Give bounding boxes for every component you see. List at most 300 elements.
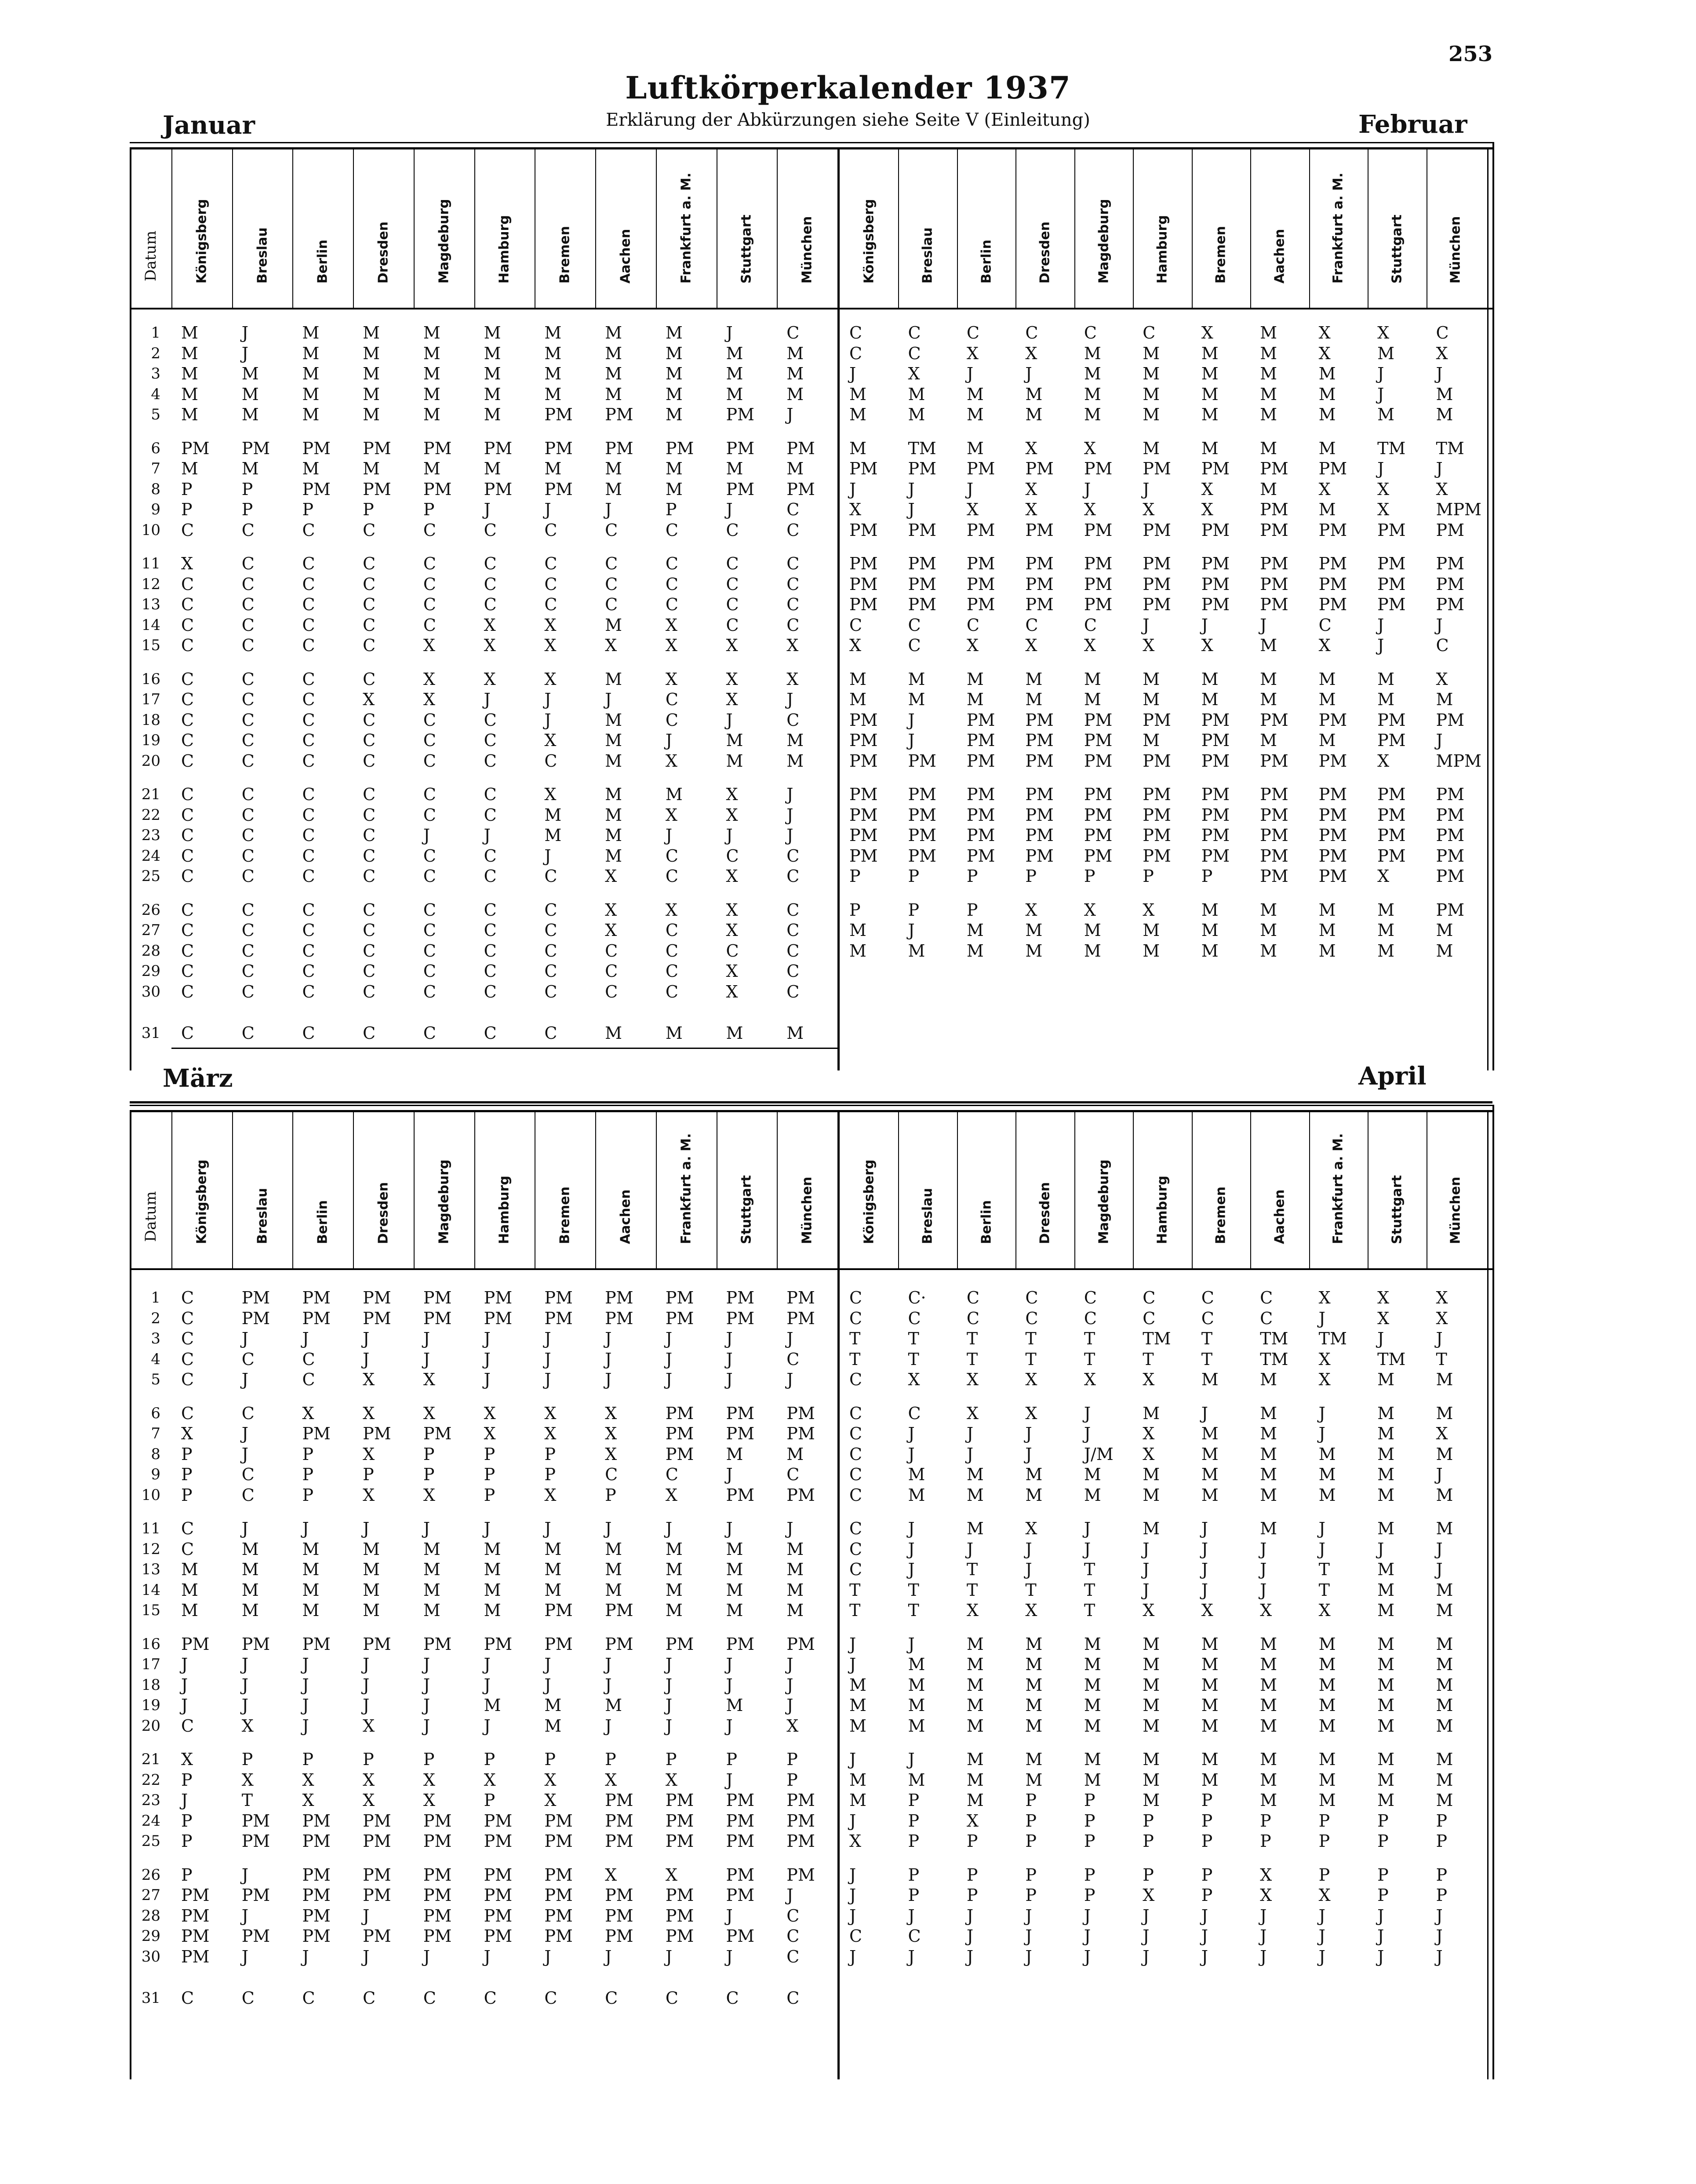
- air-mass-cell: M: [423, 1560, 440, 1579]
- air-mass-cell: PM: [484, 1926, 513, 1946]
- air-mass-cell: M: [1201, 1655, 1219, 1674]
- air-mass-cell: M: [1084, 921, 1101, 940]
- air-mass-cell: X: [665, 615, 677, 635]
- air-mass-cell: C: [908, 1403, 921, 1423]
- air-mass-cell: PM: [1377, 805, 1406, 825]
- air-mass-cell: M: [1025, 1770, 1043, 1790]
- air-mass-cell: C: [908, 1926, 921, 1946]
- air-mass-cell: M: [1318, 1444, 1336, 1464]
- air-mass-cell: C: [786, 1349, 800, 1369]
- air-mass-cell: P: [544, 1465, 556, 1484]
- air-mass-cell: J: [966, 1947, 974, 1966]
- city-header-label: Königsberg: [194, 199, 210, 284]
- air-mass-cell: PM: [1084, 520, 1113, 540]
- air-mass-cell: M: [605, 805, 622, 825]
- air-mass-cell: PM: [423, 1831, 452, 1851]
- air-mass-cell: C: [241, 785, 255, 804]
- air-mass-cell: PM: [726, 1634, 755, 1654]
- air-mass-cell: PM: [726, 1926, 755, 1946]
- air-mass-cell: X: [1025, 438, 1037, 458]
- air-mass-cell: M: [544, 1539, 562, 1559]
- air-mass-cell: M: [966, 1675, 984, 1695]
- air-mass-cell: PM: [363, 1308, 391, 1328]
- air-mass-cell: C: [363, 710, 376, 730]
- air-mass-cell: J: [484, 826, 491, 845]
- day-number: 6: [151, 439, 160, 457]
- air-mass-cell: M: [1143, 1716, 1160, 1736]
- air-mass-cell: PM: [1143, 846, 1171, 866]
- air-mass-cell: P: [484, 1750, 495, 1769]
- header-bottom-rule: [130, 1268, 1492, 1270]
- air-mass-cell: J: [302, 1655, 309, 1674]
- air-mass-cell: C: [849, 1444, 863, 1464]
- air-mass-cell: PM: [1201, 520, 1230, 540]
- air-mass-cell: PM: [1436, 866, 1465, 886]
- air-mass-cell: M: [908, 1465, 925, 1484]
- air-mass-cell: C: [423, 751, 436, 771]
- air-mass-cell: J: [423, 1675, 430, 1695]
- city-header-label: Breslau: [255, 227, 270, 284]
- air-mass-cell: M: [665, 1023, 683, 1043]
- air-mass-cell: J: [908, 921, 915, 940]
- air-mass-cell: C: [241, 1465, 255, 1484]
- air-mass-cell: M: [1201, 1485, 1219, 1505]
- air-mass-cell: T: [1084, 1580, 1095, 1600]
- city-header-right: [840, 147, 898, 299]
- city-header-left: [171, 1110, 232, 1259]
- air-mass-cell: M: [1201, 438, 1219, 458]
- air-mass-cell: C: [544, 751, 557, 771]
- air-mass-cell: J: [605, 1329, 612, 1348]
- air-mass-cell: C: [302, 710, 315, 730]
- air-mass-cell: C: [181, 921, 194, 940]
- air-mass-cell: M: [1377, 1403, 1394, 1423]
- air-mass-cell: C: [1201, 1288, 1214, 1307]
- city-header-label: München: [1448, 1176, 1463, 1244]
- air-mass-cell: C: [181, 1308, 194, 1328]
- air-mass-cell: PM: [966, 459, 995, 478]
- air-mass-cell: J: [786, 1655, 793, 1674]
- city-header-left: [171, 147, 232, 299]
- table-right-rule-inner: [1487, 147, 1489, 1070]
- air-mass-cell: M: [484, 405, 501, 424]
- air-mass-cell: X: [665, 805, 677, 825]
- air-mass-cell: M: [544, 1580, 562, 1600]
- air-mass-cell: P: [1143, 866, 1154, 886]
- air-mass-cell: C: [302, 595, 315, 614]
- air-mass-cell: C: [241, 846, 255, 866]
- air-mass-cell: C: [484, 710, 497, 730]
- air-mass-cell: M: [1260, 1750, 1277, 1769]
- air-mass-cell: J: [908, 1750, 915, 1769]
- air-mass-cell: PM: [665, 1403, 694, 1423]
- air-mass-cell: C: [423, 520, 436, 540]
- air-mass-cell: C: [849, 1465, 863, 1484]
- datum-header-label: Datum: [142, 230, 160, 281]
- air-mass-cell: C: [363, 941, 376, 961]
- air-mass-cell: C: [484, 982, 497, 1001]
- air-mass-cell: M: [1318, 690, 1336, 709]
- air-mass-cell: C: [849, 343, 863, 363]
- air-mass-cell: J: [1025, 364, 1032, 383]
- air-mass-cell: X: [181, 1750, 193, 1769]
- air-mass-cell: PM: [423, 438, 452, 458]
- air-mass-cell: T: [1025, 1580, 1037, 1600]
- air-mass-cell: J: [484, 500, 491, 519]
- air-mass-cell: M: [241, 459, 259, 478]
- air-mass-cell: M: [1260, 1444, 1277, 1464]
- air-mass-cell: PM: [1084, 554, 1113, 573]
- air-mass-cell: C: [665, 961, 678, 981]
- air-mass-cell: X: [363, 1444, 375, 1464]
- air-mass-cell: P: [1377, 1831, 1389, 1851]
- air-mass-cell: P: [665, 500, 677, 519]
- city-header-label: Königsberg: [194, 1159, 210, 1244]
- air-mass-cell: X: [484, 615, 496, 635]
- city-header-label: Königsberg: [861, 199, 877, 284]
- air-mass-cell: M: [1201, 1716, 1219, 1736]
- air-mass-cell: M: [484, 1539, 501, 1559]
- day-number: 1: [151, 1289, 160, 1307]
- air-mass-cell: M: [1318, 921, 1336, 940]
- air-mass-cell: M: [423, 1580, 440, 1600]
- air-mass-cell: C: [363, 751, 376, 771]
- air-mass-cell: PM: [605, 1926, 633, 1946]
- air-mass-cell: C: [484, 595, 497, 614]
- city-header-label: Hamburg: [496, 215, 512, 284]
- day-number: 5: [151, 1371, 160, 1388]
- air-mass-cell: T: [1025, 1349, 1037, 1369]
- air-mass-cell: C: [363, 669, 376, 689]
- air-mass-cell: P: [726, 1750, 738, 1769]
- air-mass-cell: C: [302, 826, 315, 845]
- city-header-right: [1427, 1110, 1485, 1259]
- air-mass-cell: C: [786, 1465, 800, 1484]
- air-mass-cell: J: [484, 1370, 491, 1389]
- air-mass-cell: M: [726, 384, 743, 404]
- air-mass-cell: X: [1025, 479, 1037, 499]
- air-mass-cell: M: [1436, 941, 1453, 961]
- air-mass-cell: PM: [908, 520, 936, 540]
- table-top-rule-double: [130, 1105, 1492, 1106]
- air-mass-cell: J: [726, 1655, 733, 1674]
- air-mass-cell: M: [1260, 479, 1277, 499]
- air-mass-cell: M: [1377, 1696, 1394, 1715]
- air-mass-cell: J: [363, 1696, 370, 1715]
- air-mass-cell: X: [1201, 323, 1213, 342]
- air-mass-cell: PM: [966, 520, 995, 540]
- air-mass-cell: J: [544, 846, 551, 866]
- air-mass-cell: M: [1377, 921, 1394, 940]
- air-mass-cell: PM: [363, 1811, 391, 1831]
- air-mass-cell: X: [363, 1791, 375, 1810]
- air-mass-cell: M: [1260, 343, 1277, 363]
- air-mass-cell: X: [665, 751, 677, 771]
- air-mass-cell: M: [605, 826, 622, 845]
- air-mass-cell: M: [1084, 690, 1101, 709]
- air-mass-cell: C: [786, 1926, 800, 1946]
- air-mass-cell: X: [1318, 636, 1331, 655]
- air-mass-cell: M: [1260, 1716, 1277, 1736]
- air-mass-cell: M: [1084, 1655, 1101, 1674]
- air-mass-cell: T: [966, 1560, 978, 1579]
- air-mass-cell: J: [726, 1465, 733, 1484]
- air-mass-cell: X: [726, 982, 738, 1001]
- air-mass-cell: C: [423, 554, 436, 573]
- air-mass-cell: PM: [605, 1791, 633, 1810]
- air-mass-cell: PM: [786, 479, 815, 499]
- air-mass-cell: T: [1025, 1329, 1037, 1348]
- air-mass-cell: M: [605, 710, 622, 730]
- air-mass-cell: M: [726, 1560, 743, 1579]
- day-number: 12: [141, 575, 160, 593]
- air-mass-cell: PM: [484, 1308, 513, 1328]
- air-mass-cell: M: [605, 785, 622, 804]
- air-mass-cell: M: [786, 1539, 804, 1559]
- air-mass-cell: C: [849, 1926, 863, 1946]
- table-top-rule-double: [130, 142, 1492, 143]
- air-mass-cell: X: [363, 1485, 375, 1505]
- air-mass-cell: C: [302, 1988, 315, 2008]
- air-mass-cell: PM: [302, 1424, 331, 1443]
- air-mass-cell: M: [605, 323, 622, 342]
- air-mass-cell: M: [1260, 941, 1277, 961]
- air-mass-cell: PM: [1084, 731, 1113, 750]
- air-mass-cell: X: [1318, 1349, 1331, 1369]
- air-mass-cell: J: [1025, 1560, 1032, 1579]
- air-mass-cell: C: [786, 500, 800, 519]
- air-mass-cell: PM: [665, 1424, 694, 1443]
- air-mass-cell: P: [1436, 1811, 1448, 1831]
- air-mass-cell: J: [786, 690, 793, 709]
- day-number: 12: [141, 1540, 160, 1558]
- air-mass-cell: C: [423, 900, 436, 920]
- air-mass-cell: J: [966, 1444, 974, 1464]
- air-mass-cell: J: [363, 1906, 370, 1926]
- air-mass-cell: X: [1318, 479, 1331, 499]
- air-mass-cell: PM: [849, 846, 878, 866]
- air-mass-cell: X: [726, 921, 738, 940]
- air-mass-cell: J: [726, 1349, 733, 1369]
- air-mass-cell: C: [241, 1349, 255, 1369]
- air-mass-cell: J: [786, 805, 793, 825]
- air-mass-cell: X: [423, 669, 435, 689]
- air-mass-cell: PM: [786, 1485, 815, 1505]
- air-mass-cell: X: [363, 1403, 375, 1423]
- air-mass-cell: M: [1201, 941, 1219, 961]
- air-mass-cell: J: [423, 1519, 430, 1538]
- air-mass-cell: M: [726, 731, 743, 750]
- air-mass-cell: P: [1201, 1886, 1213, 1905]
- air-mass-cell: C: [181, 846, 194, 866]
- air-mass-cell: C: [241, 554, 255, 573]
- air-mass-cell: J: [484, 1329, 491, 1348]
- air-mass-cell: M: [1025, 1485, 1043, 1505]
- air-mass-cell: M: [605, 459, 622, 478]
- city-header-right: [1192, 147, 1250, 299]
- air-mass-cell: M: [1260, 1655, 1277, 1674]
- air-mass-cell: C: [302, 921, 315, 940]
- air-mass-cell: PM: [302, 1308, 331, 1328]
- air-mass-cell: M: [1084, 343, 1101, 363]
- air-mass-cell: PM: [605, 1906, 633, 1926]
- air-mass-cell: TM: [1436, 438, 1464, 458]
- air-mass-cell: J: [544, 1655, 551, 1674]
- air-mass-cell: X: [423, 1770, 435, 1790]
- air-mass-cell: X: [605, 900, 617, 920]
- air-mass-cell: C: [665, 866, 678, 886]
- air-mass-cell: M: [181, 1580, 198, 1600]
- air-mass-cell: J: [1377, 1926, 1384, 1946]
- air-mass-cell: M: [1201, 900, 1219, 920]
- air-mass-cell: PM: [665, 1831, 694, 1851]
- air-mass-cell: T: [966, 1349, 978, 1369]
- air-mass-cell: X: [1377, 1308, 1390, 1328]
- air-mass-cell: PM: [726, 1886, 755, 1905]
- air-mass-cell: P: [484, 1485, 495, 1505]
- day-number: 29: [141, 1927, 160, 1945]
- air-mass-cell: P: [302, 1444, 314, 1464]
- air-mass-cell: C: [849, 1403, 863, 1423]
- air-mass-cell: M: [726, 364, 743, 383]
- air-mass-cell: J: [1377, 364, 1384, 383]
- air-mass-cell: C: [544, 554, 557, 573]
- air-mass-cell: X: [1143, 900, 1155, 920]
- air-mass-cell: M: [605, 343, 622, 363]
- air-mass-cell: M: [1084, 669, 1101, 689]
- air-mass-cell: M: [1318, 1675, 1336, 1695]
- air-mass-cell: M: [181, 1601, 198, 1620]
- air-mass-cell: J: [1084, 1424, 1091, 1443]
- air-mass-cell: M: [786, 1580, 804, 1600]
- air-mass-cell: PM: [544, 1601, 573, 1620]
- air-mass-cell: X: [605, 1424, 617, 1443]
- air-mass-cell: C: [423, 595, 436, 614]
- air-mass-cell: P: [908, 1791, 920, 1810]
- city-header-label: Frankfurt a. M.: [678, 1133, 694, 1244]
- air-mass-cell: PM: [302, 1926, 331, 1946]
- air-mass-cell: X: [1084, 900, 1096, 920]
- air-mass-cell: C: [241, 1485, 255, 1505]
- air-mass-cell: M: [181, 323, 198, 342]
- air-mass-cell: C: [665, 1465, 678, 1484]
- month-label-right: April: [1358, 1062, 1427, 1091]
- air-mass-cell: X: [665, 669, 677, 689]
- air-mass-cell: C: [181, 1988, 194, 2008]
- air-mass-cell: PM: [1318, 785, 1347, 804]
- air-mass-cell: M: [1436, 1770, 1453, 1790]
- air-mass-cell: C: [181, 1370, 194, 1389]
- air-mass-cell: X: [1318, 1886, 1331, 1905]
- air-mass-cell: J: [1436, 731, 1443, 750]
- air-mass-cell: J: [908, 1519, 915, 1538]
- air-mass-cell: PM: [1436, 554, 1465, 573]
- air-mass-cell: P: [484, 1444, 495, 1464]
- air-mass-cell: P: [1201, 1831, 1213, 1851]
- air-mass-cell: C: [302, 574, 315, 594]
- air-mass-cell: J: [1143, 1906, 1150, 1926]
- air-mass-cell: C: [241, 866, 255, 886]
- air-mass-cell: PM: [605, 1811, 633, 1831]
- air-mass-cell: C: [423, 961, 436, 981]
- air-mass-cell: PM: [665, 1634, 694, 1654]
- air-mass-cell: C: [241, 1023, 255, 1043]
- air-mass-cell: X: [1260, 1886, 1272, 1905]
- city-header-label: München: [799, 216, 815, 284]
- air-mass-cell: P: [181, 1485, 193, 1505]
- air-mass-cell: M: [544, 1716, 562, 1736]
- air-mass-cell: T: [908, 1329, 919, 1348]
- air-mass-cell: C: [302, 785, 315, 804]
- air-mass-cell: J: [484, 1675, 491, 1695]
- air-mass-cell: M: [1377, 1560, 1394, 1579]
- air-mass-cell: X: [544, 785, 557, 804]
- air-mass-cell: X: [726, 669, 738, 689]
- air-mass-cell: C: [302, 731, 315, 750]
- air-mass-cell: PM: [302, 1831, 331, 1851]
- day-number: 5: [151, 406, 160, 423]
- air-mass-cell: M: [966, 1485, 984, 1505]
- air-mass-cell: C: [908, 343, 921, 363]
- air-mass-cell: P: [1318, 1831, 1330, 1851]
- air-mass-cell: PM: [605, 1634, 633, 1654]
- city-header-label: Königsberg: [861, 1159, 877, 1244]
- air-mass-cell: X: [1143, 1601, 1155, 1620]
- city-header-label: München: [799, 1176, 815, 1244]
- air-mass-cell: C: [484, 1988, 497, 2008]
- air-mass-cell: M: [966, 384, 984, 404]
- air-mass-cell: C: [786, 1947, 800, 1966]
- air-mass-cell: J: [241, 1675, 248, 1695]
- air-mass-cell: M: [1260, 1791, 1277, 1810]
- day-number: 22: [141, 1771, 160, 1789]
- air-mass-cell: M: [966, 1634, 984, 1654]
- air-mass-cell: C: [302, 941, 315, 961]
- air-mass-cell: M: [786, 1444, 804, 1464]
- air-mass-cell: M: [484, 1696, 501, 1715]
- air-mass-cell: J: [302, 1675, 309, 1695]
- air-mass-cell: M: [1143, 405, 1160, 424]
- air-mass-cell: M: [726, 1601, 743, 1620]
- air-mass-cell: J: [1201, 1519, 1208, 1538]
- air-mass-cell: J: [1201, 1926, 1208, 1946]
- air-mass-cell: PM: [1201, 846, 1230, 866]
- air-mass-cell: X: [908, 1370, 920, 1389]
- air-mass-cell: J: [849, 1634, 856, 1654]
- air-mass-cell: PM: [786, 1403, 815, 1423]
- air-mass-cell: C: [241, 1403, 255, 1423]
- header-bottom-rule: [130, 308, 1492, 309]
- air-mass-cell: M: [1201, 669, 1219, 689]
- air-mass-cell: C: [363, 846, 376, 866]
- air-mass-cell: J: [1143, 1926, 1150, 1946]
- air-mass-cell: M: [1084, 1716, 1101, 1736]
- air-mass-cell: M: [1436, 405, 1453, 424]
- air-mass-cell: M: [181, 384, 198, 404]
- air-mass-cell: M: [363, 459, 380, 478]
- air-mass-cell: J: [241, 1947, 248, 1966]
- air-mass-cell: P: [786, 1750, 798, 1769]
- air-mass-cell: M: [1318, 731, 1336, 750]
- air-mass-cell: M: [849, 1675, 866, 1695]
- air-mass-cell: C: [423, 941, 436, 961]
- air-mass-cell: P: [1377, 1865, 1389, 1885]
- air-mass-cell: C: [423, 982, 436, 1001]
- air-mass-cell: C: [363, 785, 376, 804]
- air-mass-cell: PM: [241, 438, 270, 458]
- city-header-left: [232, 147, 293, 299]
- air-mass-cell: C: [241, 669, 255, 689]
